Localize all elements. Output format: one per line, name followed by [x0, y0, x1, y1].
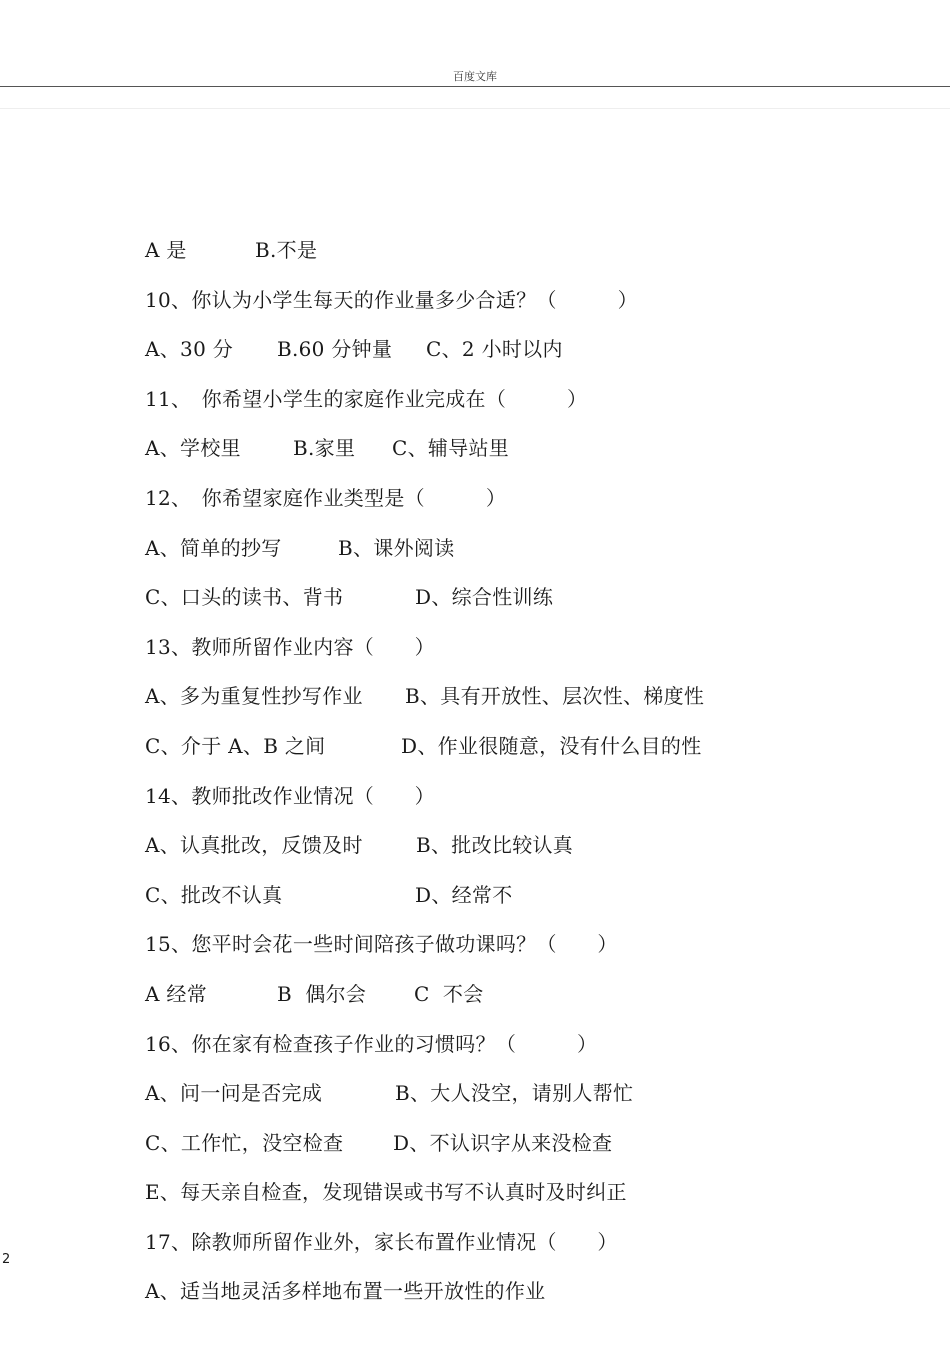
line-text: A、30 分	[145, 337, 234, 362]
option-text: B、课外阅读	[338, 535, 455, 560]
option-text: D、经常不	[415, 882, 513, 907]
text-line	[145, 1228, 905, 1278]
option-text: B.60 分钟量	[277, 337, 393, 362]
option-text: D、综合性训练	[415, 585, 554, 610]
text-line	[145, 732, 905, 782]
text-line	[145, 484, 905, 534]
text-line	[145, 583, 905, 633]
line-text: 12、 你希望家庭作业类型是（ ）	[145, 485, 507, 510]
text-line	[145, 534, 905, 584]
option-text: C 不会	[414, 981, 484, 1006]
text-line	[145, 434, 905, 484]
text-line	[145, 335, 905, 385]
line-text: A、学校里	[145, 436, 241, 461]
line-text: A 是	[145, 238, 187, 262]
line-text: A、适当地灵活多样地布置一些开放性的作业	[145, 1279, 546, 1304]
line-text: 13、教师所留作业内容（ ）	[145, 634, 435, 659]
line-text: A、多为重复性抄写作业	[145, 684, 363, 709]
option-text: B.不是	[255, 238, 318, 262]
option-text: C、辅导站里	[392, 436, 510, 461]
text-line	[145, 682, 905, 732]
line-text: A 经常	[145, 981, 208, 1006]
line-text: 17、除教师所留作业外，家长布置作业情况（ ）	[145, 1229, 618, 1254]
option-text: D、不认识字从来没检查	[393, 1130, 613, 1155]
text-line	[145, 286, 905, 336]
line-text: 16、你在家有检查孩子作业的习惯吗？（ ）	[145, 1031, 598, 1056]
option-text: B、具有开放性、层次性、梯度性	[405, 684, 705, 709]
line-text: 15、您平时会花一些时间陪孩子做功课吗？（ ）	[145, 932, 618, 957]
line-text: C、介于 A、B 之间	[145, 733, 326, 758]
text-line	[145, 385, 905, 435]
line-text: 11、 你希望小学生的家庭作业完成在（ ）	[145, 386, 588, 411]
option-text: B 偶尔会	[277, 981, 367, 1006]
line-text: E、每天亲自检查，发现错误或书写不认真时及时纠正	[145, 1180, 627, 1205]
text-line	[145, 1030, 905, 1080]
line-text: A、简单的抄写	[145, 535, 282, 560]
header-divider	[0, 86, 950, 87]
line-text: 10、你认为小学生每天的作业量多少合适？（ ）	[145, 287, 638, 312]
text-line	[145, 782, 905, 832]
option-text: D、作业很随意，没有什么目的性	[401, 733, 702, 758]
option-text: B、批改比较认真	[416, 833, 574, 858]
text-line	[145, 930, 905, 980]
text-line	[145, 1277, 905, 1327]
text-line	[145, 236, 905, 286]
option-text: B、大人没空，请别人帮忙	[395, 1081, 634, 1106]
line-text: 14、教师批改作业情况（ ）	[145, 783, 435, 808]
text-line	[145, 633, 905, 683]
document-body	[145, 236, 905, 1327]
line-text: C、批改不认真	[145, 882, 283, 907]
text-line	[145, 831, 905, 881]
line-text: C、口头的读书、背书	[145, 585, 344, 610]
text-line	[145, 1129, 905, 1179]
line-text: A、认真批改，反馈及时	[145, 833, 363, 858]
text-line	[145, 1178, 905, 1228]
line-text: A、问一问是否完成	[145, 1081, 323, 1106]
header-title: 百度文库	[453, 70, 497, 83]
page-header	[0, 0, 950, 88]
text-line	[145, 881, 905, 931]
line-text: C、工作忙，没空检查	[145, 1130, 344, 1155]
option-text: B.家里	[293, 436, 356, 461]
text-line	[145, 980, 905, 1030]
header-divider-light	[0, 108, 950, 109]
text-line	[145, 1079, 905, 1129]
page-number: 2	[2, 1252, 11, 1267]
option-text: C、2 小时以内	[426, 337, 563, 362]
